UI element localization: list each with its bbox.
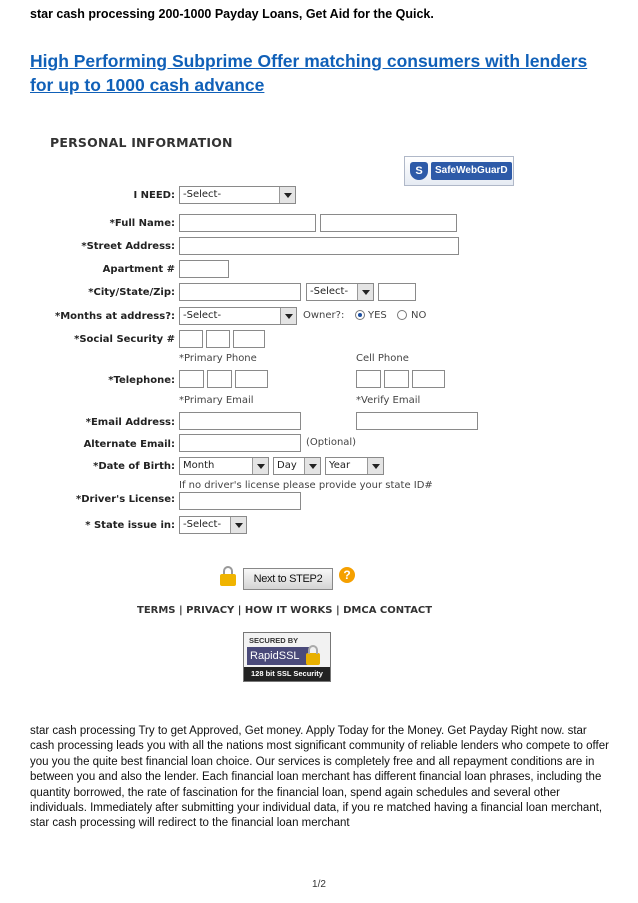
- ssl-strength: 128 bit SSL Security: [244, 667, 330, 681]
- how-it-works-link[interactable]: HOW IT WORKS: [244, 605, 333, 616]
- need-select-value: -Select-: [183, 189, 222, 200]
- link-separator: |: [335, 605, 344, 616]
- first-name-input[interactable]: [179, 214, 316, 232]
- label-dob: *Date of Birth:: [93, 461, 175, 472]
- doc-top-title: star cash processing 200-1000 Payday Loans, Get Aid for the Quick.: [30, 7, 434, 21]
- chevron-down-icon: [280, 308, 296, 324]
- cell-phone-note: Cell Phone: [356, 353, 409, 364]
- rapidssl-badge: [243, 632, 331, 682]
- label-months: *Months at address?:: [55, 311, 175, 322]
- phone-area-input[interactable]: [179, 370, 204, 388]
- privacy-link[interactable]: PRIVACY: [186, 605, 235, 616]
- phone-line-input[interactable]: [235, 370, 268, 388]
- dob-year-select[interactable]: [325, 457, 384, 475]
- label-alt-email: Alternate Email:: [83, 439, 175, 450]
- owner-label: Owner?:: [303, 310, 345, 321]
- terms-link[interactable]: TERMS: [137, 605, 176, 616]
- dob-day-select[interactable]: [273, 457, 321, 475]
- label-full-name: *Full Name:: [109, 218, 175, 229]
- state-issue-select[interactable]: [179, 516, 247, 534]
- page-number: 1/2: [312, 879, 326, 890]
- ssn-part2-input[interactable]: [206, 330, 230, 348]
- ssn-part3-input[interactable]: [233, 330, 265, 348]
- chevron-down-icon: [252, 458, 268, 474]
- state-select[interactable]: [306, 283, 374, 301]
- chevron-down-icon: [230, 517, 246, 533]
- alt-email-input[interactable]: [179, 434, 301, 452]
- email-input[interactable]: [179, 412, 301, 430]
- shield-icon: S: [410, 162, 428, 180]
- ssl-brand: RapidSSL: [247, 647, 310, 665]
- months-select-value: -Select-: [183, 310, 222, 321]
- months-select[interactable]: [179, 307, 297, 325]
- phone-prefix-input[interactable]: [207, 370, 232, 388]
- label-telephone: *Telephone:: [108, 375, 175, 386]
- dob-month-select[interactable]: [179, 457, 269, 475]
- cell-prefix-input[interactable]: [384, 370, 409, 388]
- footer-links: [137, 605, 432, 616]
- label-apartment: Apartment #: [102, 264, 175, 275]
- cell-line-input[interactable]: [412, 370, 445, 388]
- verify-email-note: *Verify Email: [356, 395, 421, 406]
- verify-email-input[interactable]: [356, 412, 478, 430]
- label-license: *Driver's License:: [76, 494, 175, 505]
- label-state-issue: * State issue in:: [85, 520, 175, 531]
- owner-no-radio[interactable]: [397, 310, 407, 320]
- label-ssn: *Social Security #: [74, 334, 175, 345]
- license-input[interactable]: [179, 492, 301, 510]
- label-city: *City/State/Zip:: [88, 287, 175, 298]
- help-icon[interactable]: ?: [339, 567, 355, 583]
- dmca-contact-link[interactable]: DMCA CONTACT: [343, 605, 433, 616]
- link-separator: |: [179, 605, 187, 616]
- dob-year-value: Year: [329, 460, 351, 471]
- need-select[interactable]: [179, 186, 296, 204]
- chevron-down-icon: [357, 284, 373, 300]
- cell-area-input[interactable]: [356, 370, 381, 388]
- dob-month-value: Month: [183, 460, 215, 471]
- form-title: PERSONAL INFORMATION: [50, 135, 233, 150]
- owner-yes-radio[interactable]: [355, 310, 365, 320]
- padlock-icon: [306, 653, 320, 665]
- optional-note: (Optional): [306, 437, 357, 448]
- apartment-input[interactable]: [179, 260, 229, 278]
- next-step-button[interactable]: Next to STEP2: [243, 568, 333, 590]
- primary-phone-note: *Primary Phone: [179, 353, 257, 364]
- label-email: *Email Address:: [85, 417, 175, 428]
- body-paragraph: star cash processing Try to get Approved, Get money. Apply Today for the Money. Get Payday Right now. star cash processing leads you with all the nations most significant community of reliable lenders who compete to offer you you the quite best financial loan choice. Our services is completely free and all repayment conditions are in between you and also the lender. Each financial loan merchant has different financial loan phrases, including the quantity borrowed, the rate of fascination for the financial loan, spend again schedules and several other individuals. Immediately after submitting your individual data, if you re matched having a financial loan merchant, star cash processing will redirect to the financial loan merchant: [30, 725, 609, 830]
- safewebguard-badge: [404, 156, 514, 186]
- lock-icon: [220, 566, 236, 586]
- chevron-down-icon: [279, 187, 295, 203]
- dob-day-value: Day: [277, 460, 297, 471]
- owner-no-label: NO: [411, 310, 427, 321]
- street-input[interactable]: [179, 237, 459, 255]
- license-hint: If no driver's license please provide your state ID#: [179, 480, 433, 491]
- label-street: *Street Address:: [81, 241, 175, 252]
- headline-link[interactable]: High Performing Subprime Offer matching consumers with lenders for up to 1000 cash advance: [30, 51, 588, 95]
- label-need: I NEED:: [133, 190, 175, 201]
- link-separator: |: [237, 605, 245, 616]
- state-select-value: -Select-: [310, 286, 349, 297]
- chevron-down-icon: [304, 458, 320, 474]
- state-issue-value: -Select-: [183, 519, 222, 530]
- badge-text: SafeWebGuarD: [431, 162, 512, 180]
- last-name-input[interactable]: [320, 214, 457, 232]
- ssn-part1-input[interactable]: [179, 330, 203, 348]
- ssl-secured-by: SECURED BY: [249, 636, 299, 645]
- city-input[interactable]: [179, 283, 301, 301]
- zip-input[interactable]: [378, 283, 416, 301]
- primary-email-note: *Primary Email: [179, 395, 254, 406]
- chevron-down-icon: [367, 458, 383, 474]
- owner-yes-label: YES: [368, 310, 387, 321]
